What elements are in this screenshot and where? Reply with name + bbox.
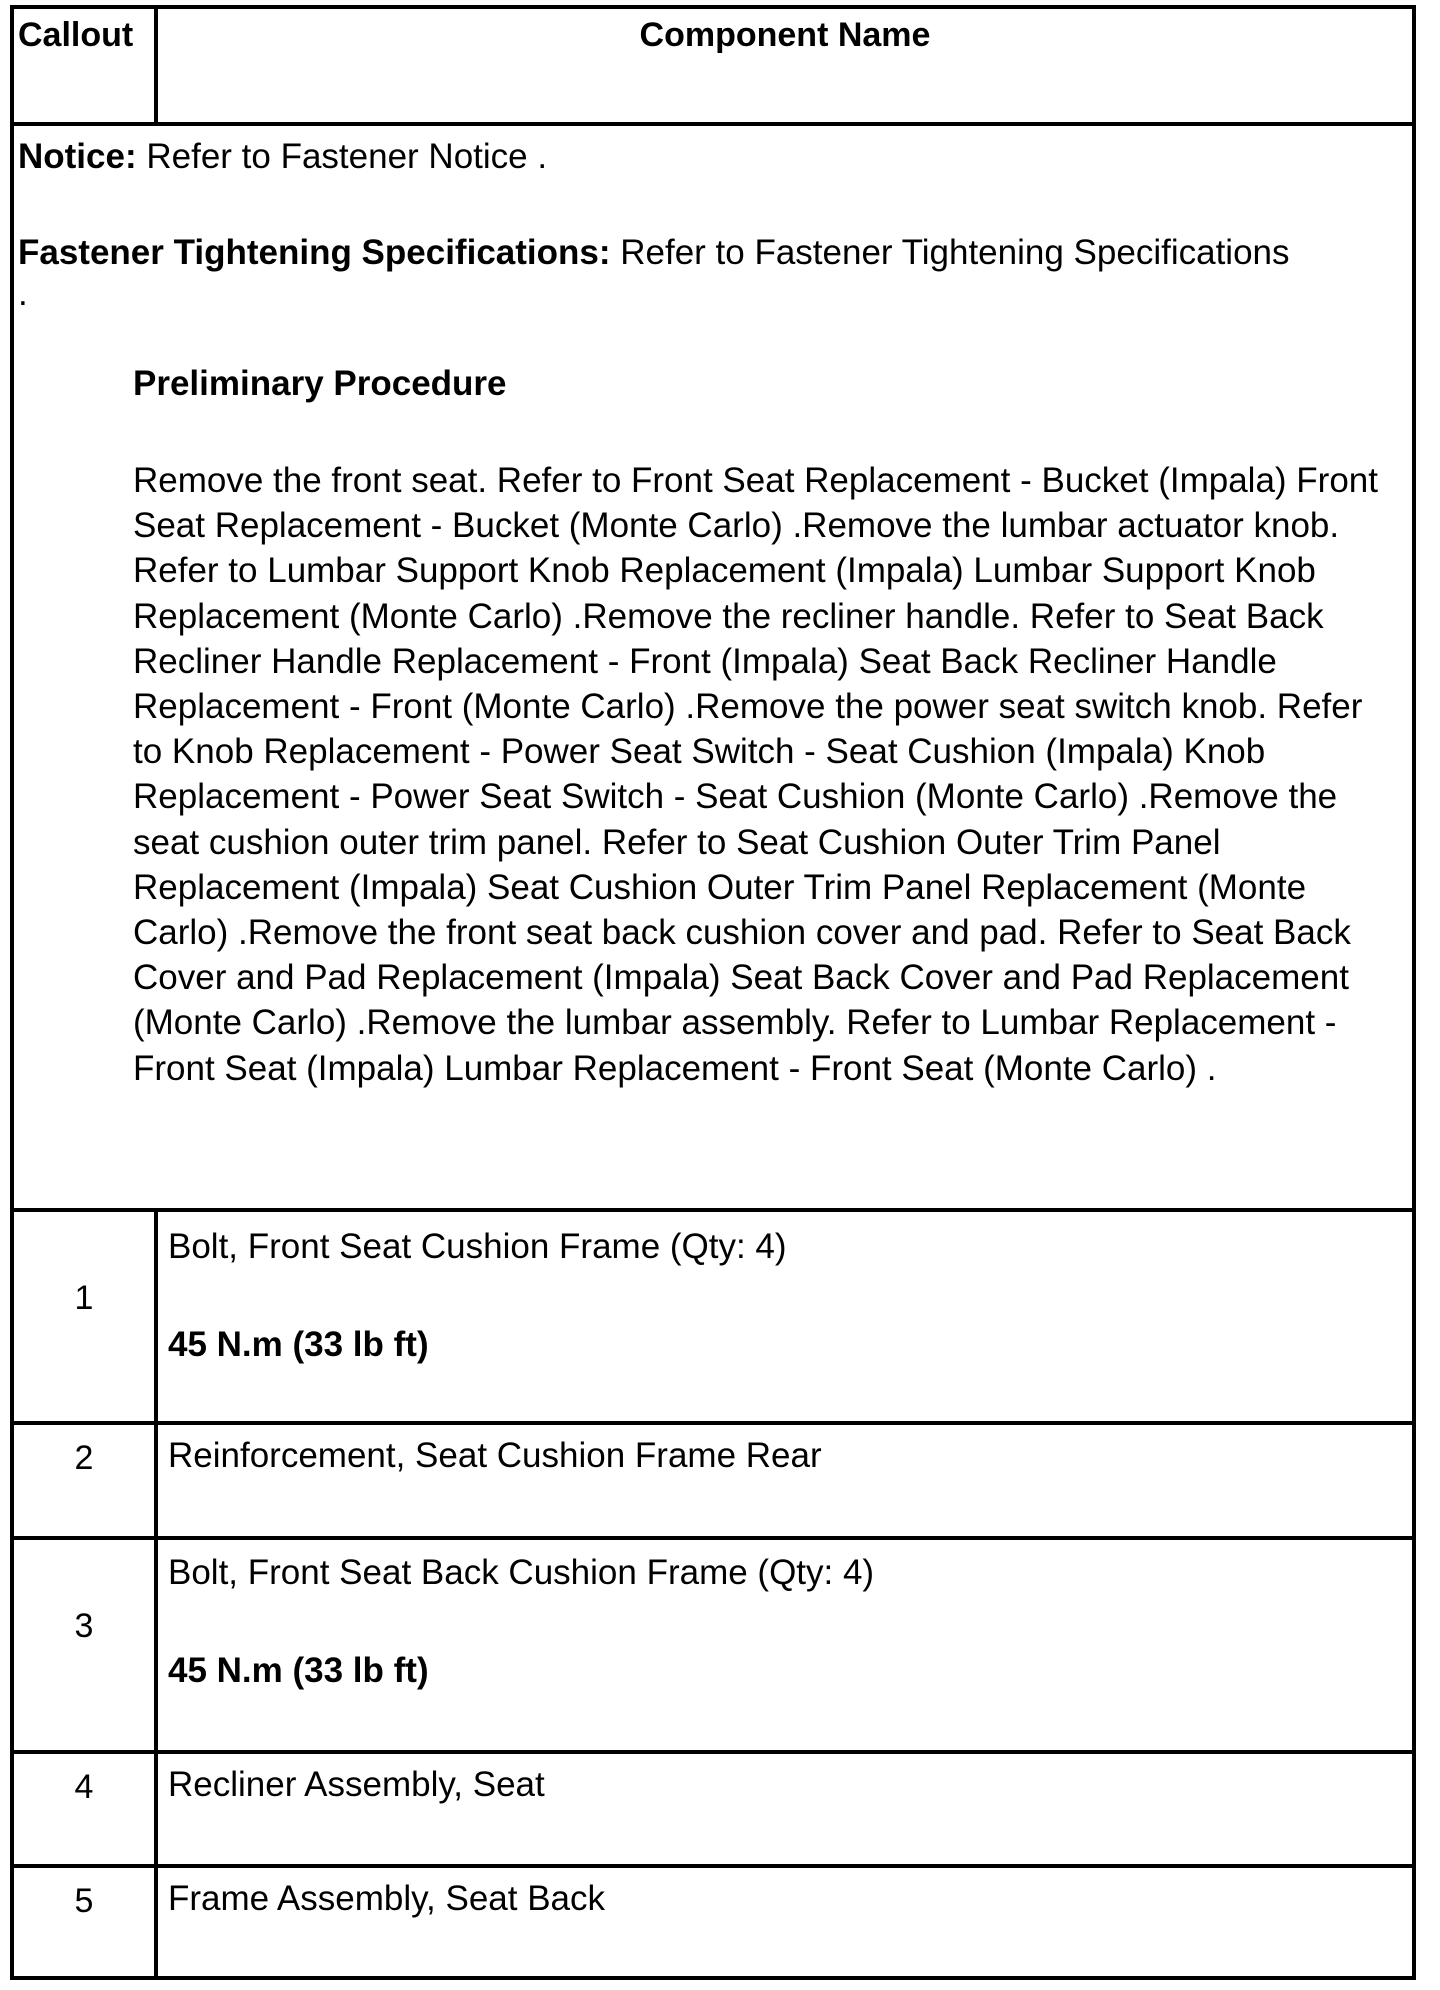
component-cell: [158, 1868, 1412, 1976]
component-name: Frame Assembly, Seat Back: [168, 1879, 606, 1918]
preliminary-title: Preliminary Procedure: [133, 364, 507, 403]
component-name: Bolt, Front Seat Cushion Frame (Qty: 4): [168, 1227, 787, 1266]
header-component-cell: [158, 9, 1412, 122]
callout-cell: [14, 1868, 158, 1976]
callout-number: 5: [74, 1882, 94, 1920]
fastener-specs-trailing: .: [18, 274, 28, 313]
table-header-row: [14, 9, 1412, 126]
component-name: Bolt, Front Seat Back Cushion Frame (Qty: 4): [168, 1553, 875, 1592]
table-row: [14, 1540, 1412, 1754]
callout-cell: [14, 1754, 158, 1864]
table-row: [14, 1212, 1412, 1425]
component-cell: [158, 1212, 1412, 1421]
callout-cell: [14, 1212, 158, 1421]
callout-cell: [14, 1425, 158, 1536]
component-name: Reinforcement, Seat Cushion Frame Rear: [168, 1436, 822, 1475]
callout-cell: [14, 1540, 158, 1750]
notice-row: [14, 126, 1412, 1212]
notice-label: Notice:: [18, 137, 137, 176]
notice-line: [18, 134, 1402, 180]
table-row: [14, 1754, 1412, 1868]
component-name: Recliner Assembly, Seat: [168, 1765, 545, 1804]
component-cell: [158, 1540, 1412, 1750]
preliminary-text: Remove the front seat. Refer to Front Seat Replacement - Bucket (Impala) Front Seat Replacement - Bucket (Monte Carlo) .Remove the lumbar actuator knob. Refer to Lumbar Support Knob Replacement (Impala) Lumbar Support Knob Replacement (Monte Carlo) .Remove the recliner handle. Refer to Seat Back Recliner Handle Replacement - Front (Impala) Seat Back Recliner Handle Replacement - Front (Monte Carlo) .Remove the power seat switch knob. Refer to Knob Replacement - Power Seat Switch - Seat Cushion (Impala) Knob Replacement - Power Seat Switch - Seat Cushion (Monte Carlo) .Remove the seat cushion outer trim panel. Refer to Seat Cushion Outer Trim Panel Replacement (Impala) Seat Cushion Outer Trim Panel Replacement (Monte Carlo) .Remove the front seat back cushion cover and pad. Refer to Seat Back Cover and Pad Replacement (Impala) Seat Back Cover and Pad Replacement (Monte Carlo) .Remove the lumbar assembly. Refer to Lumbar Replacement - Front Seat (Impala) Lumbar Replacement - Front Seat (Monte Carlo) .: [133, 461, 1378, 1088]
torque-spec: 45 N.m (33 lb ft): [168, 1325, 429, 1364]
callout-number: 1: [74, 1279, 94, 1317]
header-callout-label: Callout: [18, 16, 134, 54]
torque-spec: 45 N.m (33 lb ft): [168, 1651, 429, 1690]
fastener-specs-text: Refer to Fastener Tightening Specifications: [610, 233, 1290, 272]
notice-block: [18, 134, 1402, 326]
component-cell: [158, 1425, 1412, 1536]
header-callout-cell: [14, 9, 158, 122]
callout-number: 2: [74, 1439, 94, 1477]
component-cell: [158, 1754, 1412, 1864]
preliminary-procedure: [133, 361, 1396, 1091]
callout-number: 3: [74, 1607, 94, 1645]
callout-table: [10, 5, 1416, 1980]
fastener-specs-line: [18, 230, 1402, 276]
notice-text: Refer to Fastener Notice .: [136, 137, 548, 176]
callout-number: 4: [74, 1768, 94, 1806]
table-row: [14, 1868, 1412, 1976]
header-component-label: Component Name: [639, 16, 931, 54]
table-row: [14, 1425, 1412, 1540]
fastener-specs-label: Fastener Tightening Specifications:: [18, 233, 611, 272]
